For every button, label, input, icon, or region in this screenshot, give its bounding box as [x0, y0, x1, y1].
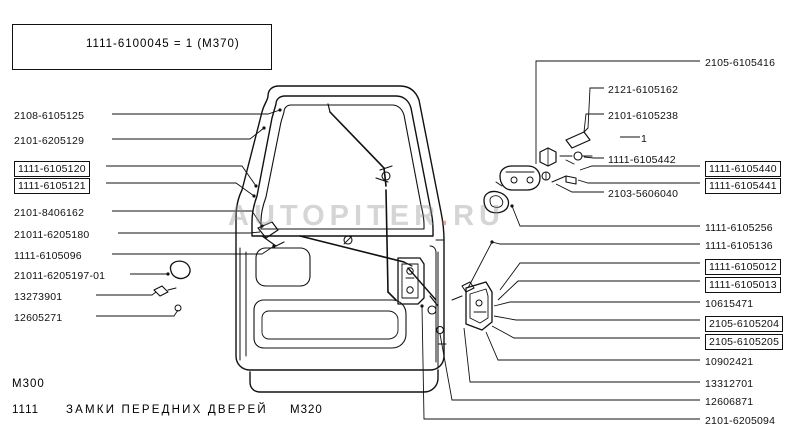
part-number-label[interactable]: 1111-6105440: [705, 161, 781, 177]
part-number-label[interactable]: 1111-6105120: [14, 161, 90, 177]
footer-ref-code: M300: [12, 378, 45, 390]
part-number-label[interactable]: 1111-6105096: [14, 250, 82, 262]
part-number-label[interactable]: 1111-6105013: [705, 277, 781, 293]
part-number-label[interactable]: 10615471: [705, 298, 754, 310]
part-number-label[interactable]: 2103-5606040: [608, 188, 679, 200]
part-number-label[interactable]: 13312701: [705, 378, 754, 390]
part-number-label[interactable]: 13273901: [14, 291, 63, 303]
part-number-label[interactable]: 12606871: [705, 396, 754, 408]
part-number-label[interactable]: 2121-6105162: [608, 84, 679, 96]
part-number-label[interactable]: 2101-6105238: [608, 110, 679, 122]
part-number-label[interactable]: 1111-6105121: [14, 178, 90, 194]
part-number-label[interactable]: 12605271: [14, 312, 63, 324]
part-number-label[interactable]: 1111-6105442: [608, 154, 676, 166]
part-number-label[interactable]: 1111-6105441: [705, 178, 781, 194]
part-number-label[interactable]: 2101-6205129: [14, 135, 85, 147]
footer-sheet-code: M320: [290, 404, 323, 416]
footer-group-number: 1111: [12, 404, 40, 416]
part-number-label[interactable]: 2105-6105204: [705, 316, 783, 332]
part-number-label[interactable]: 10902421: [705, 356, 754, 368]
part-number-label[interactable]: 2101-8406162: [14, 207, 85, 219]
watermark: AUTOPITER.RU: [228, 200, 505, 232]
part-number-label[interactable]: 2105-6105205: [705, 334, 783, 350]
part-number-label[interactable]: 2105-6105416: [705, 57, 776, 69]
footer-title: ЗАМКИ ПЕРЕДНИХ ДВЕРЕЙ: [66, 404, 268, 416]
part-number-label[interactable]: 21011-6205180: [14, 229, 90, 241]
part-number-label[interactable]: 21011-6205197-01: [14, 270, 106, 282]
part-number-label[interactable]: 1111-6105256: [705, 222, 773, 234]
part-number-label[interactable]: 2101-6205094: [705, 415, 776, 427]
part-number-label[interactable]: 1111-6105012: [705, 259, 781, 275]
title-block-code: 1111-6100045 = 1 (M370): [86, 38, 240, 50]
part-number-label[interactable]: 2108-6105125: [14, 110, 85, 122]
part-number-label[interactable]: 1111-6105136: [705, 240, 773, 252]
part-number-label[interactable]: 1: [641, 133, 648, 145]
